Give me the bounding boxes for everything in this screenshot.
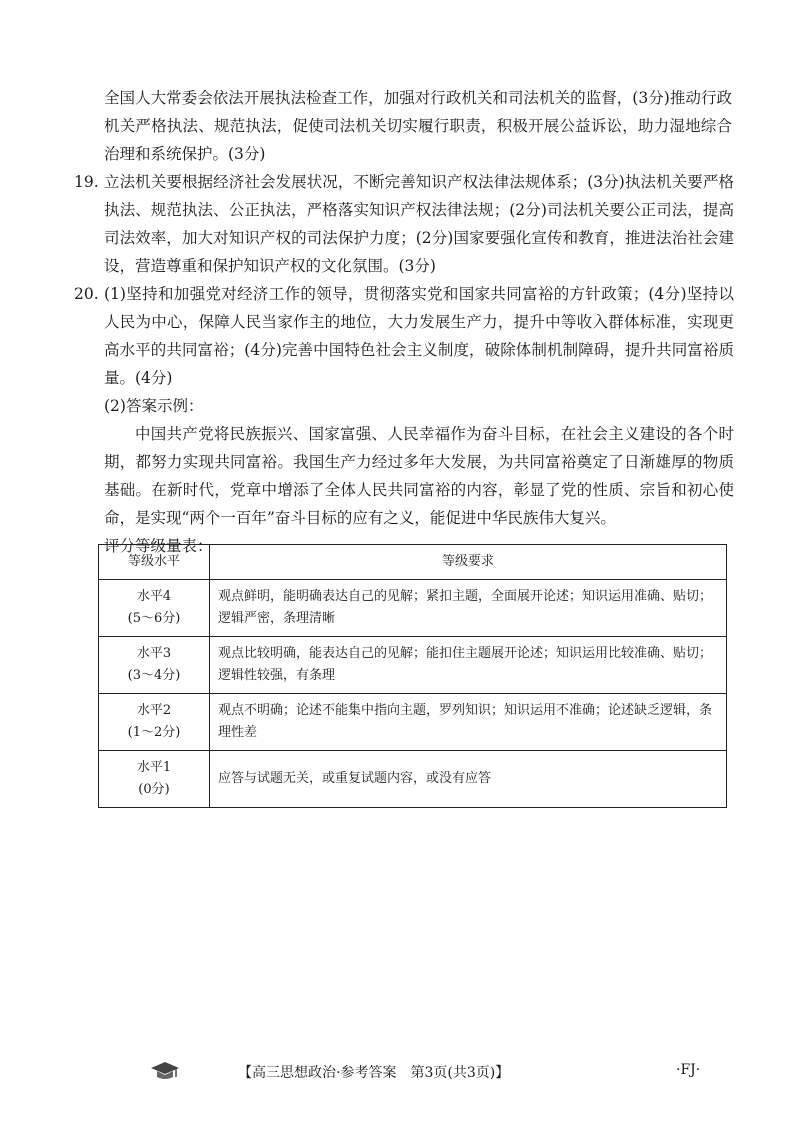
table-row <box>99 694 727 751</box>
footer-title: 【高三思想政治·参考答案 第3页(共3页)】 <box>238 1065 510 1081</box>
page-footer <box>0 1058 800 1088</box>
footer-code: ·FJ· <box>676 1062 701 1078</box>
level-score: (0分) <box>138 782 170 797</box>
requirement-cell: 应答与试题无关，或重复试题内容，或没有应答 <box>210 751 727 808</box>
question-number: 19. <box>74 173 99 191</box>
table-row <box>99 751 727 808</box>
question-19 <box>74 168 734 280</box>
level-name: 水平2 <box>136 703 172 718</box>
grade-table-label: 评分等级量表： <box>104 537 213 555</box>
level-cell <box>99 751 210 808</box>
level-name: 水平4 <box>136 589 172 604</box>
grading-rubric-table <box>98 544 727 808</box>
level-cell <box>99 694 210 751</box>
requirement-cell: 观点鲜明，能明确表达自己的见解；紧扣主题，全面展开论述；知识运用准确、贴切；逻辑严密，条理清晰 <box>210 580 727 637</box>
question-number: 20. <box>74 285 99 303</box>
q20-sample-answer: 中国共产党将民族振兴、国家富强、人民幸福作为奋斗目标，在社会主义建设的各个时期，都努力实现共同富裕。我国生产力经过多年大发展，为共同富裕奠定了日渐雄厚的物质基础。在新时代，党章中增添了全体人民共同富裕的内容，彰显了党的性质、宗旨和初心使命，是实现“两个一百年”奋斗目标的应有之义，能促进中华民族伟大复兴。 <box>104 425 734 527</box>
q20-part2-label: (2)答案示例： <box>104 397 204 415</box>
q20-part1-text: (1)坚持和加强党对经济工作的领导，贯彻落实党和国家共同富裕的方针政策；(4分)坚持以人民为中心，保障人民当家作主的地位，大力发展生产力，提升中等收入群体标准，实现更高水平的共同富裕；(4分)完善中国特色社会主义制度，破除体制机制障碍，提升共同富裕质量。(4分) <box>104 285 734 387</box>
requirement-cell: 观点不明确；论述不能集中指向主题，罗列知识；知识运用不准确；论述缺乏逻辑，条理性差 <box>210 694 727 751</box>
level-cell <box>99 637 210 694</box>
table-row <box>99 580 727 637</box>
level-score: (3～4分) <box>127 668 181 683</box>
level-score: (1～2分) <box>127 725 181 740</box>
header-level: 等级水平 <box>99 545 210 580</box>
level-name: 水平1 <box>136 760 172 775</box>
question-20 <box>74 280 734 560</box>
q18-continuation-text: 全国人大常委会依法开展执法检查工作，加强对行政机关和司法机关的监督，(3分)推动行政机关严格执法、规范执法，促使司法机关切实履行职责，积极开展公益诉讼，助力湿地综合治理和系统保护。(3分) <box>104 89 732 163</box>
q19-answer-text: 立法机关要根据经济社会发展状况，不断完善知识产权法律法规体系；(3分)执法机关要严格执法、规范执法、公正执法，严格落实知识产权法律法规；(2分)司法机关要公正司法，提高司法效率，加大对知识产权的司法保护力度；(2分)国家要强化宣传和教育，推进法治社会建设，营造尊重和保护知识产权的文化氛围。(3分) <box>104 173 734 275</box>
graduation-cap-icon <box>150 1059 180 1087</box>
level-name: 水平3 <box>136 646 172 661</box>
q18-continuation <box>104 84 732 168</box>
header-requirement: 等级要求 <box>210 545 727 580</box>
requirement-cell: 观点比较明确，能表达自己的见解；能扣住主题展开论述；知识运用比较准确、贴切；逻辑性较强，有条理 <box>210 637 727 694</box>
table-row <box>99 637 727 694</box>
level-score: (5～6分) <box>127 611 181 626</box>
level-cell <box>99 580 210 637</box>
